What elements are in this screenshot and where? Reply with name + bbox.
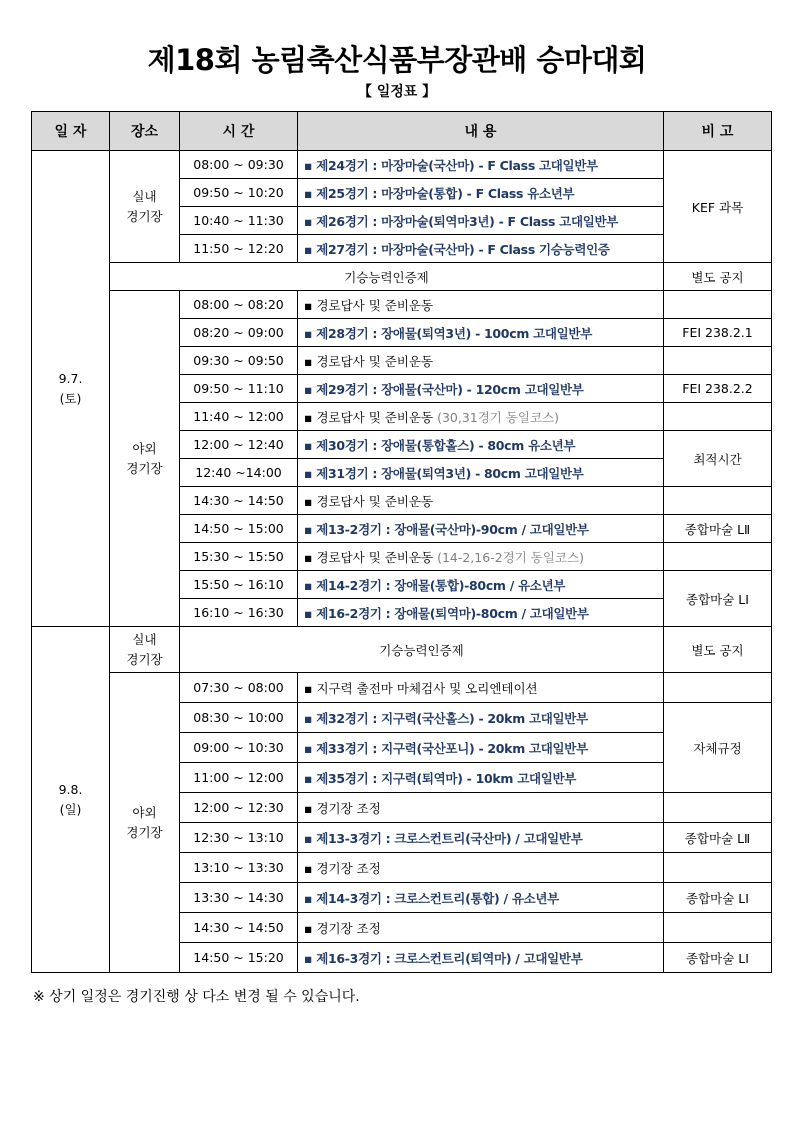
venue-label: 실내 경기장 xyxy=(126,631,163,667)
table-row xyxy=(32,627,772,673)
venue-cell xyxy=(110,627,180,673)
content-cell: ▪ 경기장 조정 xyxy=(298,913,664,943)
content-cell: ▪ 경로답사 및 준비운동 xyxy=(298,291,664,319)
time-cell: 12:00 ~ 12:40 xyxy=(180,431,298,459)
note-cell: 별도 공지 xyxy=(664,263,772,291)
content-cell: ▪ 경기장 조정 xyxy=(298,793,664,823)
table-row xyxy=(32,673,772,703)
content-cell: ▪ 제26경기 : 마장마술(퇴역마3년) - F Class 고대일반부 xyxy=(298,207,664,235)
day-label: 9.7. (토) xyxy=(58,370,83,406)
day-cell xyxy=(32,627,110,973)
content-cell: ▪ 제13-3경기 : 크로스컨트리(국산마) / 고대일반부 xyxy=(298,823,664,853)
content-cell: ▪ 경기장 조정 xyxy=(298,853,664,883)
content-cell: 기승능력인증제 xyxy=(110,263,664,291)
time-cell: 10:40 ~ 11:30 xyxy=(180,207,298,235)
content-cell: ▪ 제30경기 : 장애물(통합홀스) - 80cm 유소년부 xyxy=(298,431,664,459)
note-cell xyxy=(664,673,772,703)
header-date: 일 자 xyxy=(32,112,110,151)
content-cell: ▪ 지구력 출전마 마체검사 및 오리엔테이션 xyxy=(298,673,664,703)
note-cell xyxy=(664,913,772,943)
content-cell: ▪ 제31경기 : 장애물(퇴역3년) - 80cm 고대일반부 xyxy=(298,459,664,487)
day-cell xyxy=(32,151,110,627)
content-cell: ▪ 제29경기 : 장애물(국산마) - 120cm 고대일반부 xyxy=(298,375,664,403)
content-cell: ▪ 제16-3경기 : 크로스컨트리(퇴역마) / 고대일반부 xyxy=(298,943,664,973)
time-cell: 14:50 ~ 15:00 xyxy=(180,515,298,543)
time-cell: 13:10 ~ 13:30 xyxy=(180,853,298,883)
venue-cell xyxy=(110,151,180,263)
note-cell: KEF 과목 xyxy=(664,151,772,263)
time-cell: 08:00 ~ 09:30 xyxy=(180,151,298,179)
time-cell: 08:20 ~ 09:00 xyxy=(180,319,298,347)
note-cell: 종합마술 LⅠ xyxy=(664,883,772,913)
time-cell: 09:50 ~ 10:20 xyxy=(180,179,298,207)
time-cell: 08:00 ~ 08:20 xyxy=(180,291,298,319)
content-cell: 기승능력인증제 xyxy=(180,627,664,673)
time-cell: 14:50 ~ 15:20 xyxy=(180,943,298,973)
time-cell: 14:30 ~ 14:50 xyxy=(180,913,298,943)
table-row xyxy=(32,291,772,319)
day-label: 9.8. (일) xyxy=(58,781,83,817)
note-cell xyxy=(664,403,772,431)
content-cell: ▪ 제24경기 : 마장마술(국산마) - F Class 고대일반부 xyxy=(298,151,664,179)
content-text: ▪ 경로답사 및 준비운동 xyxy=(304,409,434,425)
note-cell: 자체규정 xyxy=(664,703,772,793)
note-cell: 별도 공지 xyxy=(664,627,772,673)
content-extra: (30,31경기 동일코스) xyxy=(437,409,560,425)
time-cell: 11:00 ~ 12:00 xyxy=(180,763,298,793)
content-cell: ▪ 제25경기 : 마장마술(통합) - F Class 유소년부 xyxy=(298,179,664,207)
note-cell: 종합마술 LⅡ xyxy=(664,823,772,853)
time-cell: 09:30 ~ 09:50 xyxy=(180,347,298,375)
content-cell: ▪ 제14-3경기 : 크로스컨트리(통합) / 유소년부 xyxy=(298,883,664,913)
header-note: 비 고 xyxy=(664,112,772,151)
time-cell: 09:00 ~ 10:30 xyxy=(180,733,298,763)
page-subtitle: 【 일정표 】 xyxy=(357,84,437,100)
time-cell: 09:50 ~ 11:10 xyxy=(180,375,298,403)
time-cell: 11:40 ~ 12:00 xyxy=(180,403,298,431)
note-cell: FEI 238.2.2 xyxy=(664,375,772,403)
note-cell: 종합마술 LⅠ xyxy=(664,571,772,627)
content-cell: ▪ 제13-2경기 : 장애물(국산마)-90cm / 고대일반부 xyxy=(298,515,664,543)
content-cell xyxy=(298,403,664,431)
time-cell: 16:10 ~ 16:30 xyxy=(180,599,298,627)
time-cell: 15:30 ~ 15:50 xyxy=(180,543,298,571)
header-venue: 장소 xyxy=(110,112,180,151)
time-cell: 12:30 ~ 13:10 xyxy=(180,823,298,853)
footnote: ※ 상기 일정은 경기진행 상 다소 변경 될 수 있습니다. xyxy=(33,989,360,1005)
content-cell: ▪ 제16-2경기 : 장애물(퇴역마)-80cm / 고대일반부 xyxy=(298,599,664,627)
content-cell: ▪ 경로답사 및 준비운동 xyxy=(298,487,664,515)
header-time: 시 간 xyxy=(180,112,298,151)
note-cell xyxy=(664,347,772,375)
content-cell: ▪ 제35경기 : 지구력(퇴역마) - 10km 고대일반부 xyxy=(298,763,664,793)
header-row xyxy=(32,112,772,151)
note-cell xyxy=(664,543,772,571)
table-row xyxy=(32,151,772,179)
time-cell: 12:40 ~14:00 xyxy=(180,459,298,487)
venue-cell xyxy=(110,291,180,627)
header-content: 내 용 xyxy=(298,112,664,151)
content-cell xyxy=(298,543,664,571)
content-cell: ▪ 제33경기 : 지구력(국산포니) - 20km 고대일반부 xyxy=(298,733,664,763)
time-cell: 15:50 ~ 16:10 xyxy=(180,571,298,599)
content-cell: ▪ 제14-2경기 : 장애물(통합)-80cm / 유소년부 xyxy=(298,571,664,599)
time-cell: 11:50 ~ 12:20 xyxy=(180,235,298,263)
note-cell: 최적시간 xyxy=(664,431,772,487)
time-cell: 12:00 ~ 12:30 xyxy=(180,793,298,823)
content-extra: (14-2,16-2경기 동일코스) xyxy=(437,549,584,565)
schedule-table xyxy=(31,111,772,973)
note-cell xyxy=(664,487,772,515)
time-cell: 13:30 ~ 14:30 xyxy=(180,883,298,913)
table-row xyxy=(32,263,772,291)
content-cell: ▪ 제32경기 : 지구력(국산홀스) - 20km 고대일반부 xyxy=(298,703,664,733)
venue-label: 실내 경기장 xyxy=(126,188,163,224)
note-cell xyxy=(664,793,772,823)
note-cell: 종합마술 LⅡ xyxy=(664,515,772,543)
note-cell: FEI 238.2.1 xyxy=(664,319,772,347)
content-cell: ▪ 제27경기 : 마장마술(국산마) - F Class 기승능력인증 xyxy=(298,235,664,263)
venue-cell xyxy=(110,673,180,973)
note-cell xyxy=(664,853,772,883)
time-cell: 07:30 ~ 08:00 xyxy=(180,673,298,703)
venue-label: 야외 경기장 xyxy=(126,440,163,476)
content-cell: ▪ 제28경기 : 장애물(퇴역3년) - 100cm 고대일반부 xyxy=(298,319,664,347)
time-cell: 14:30 ~ 14:50 xyxy=(180,487,298,515)
time-cell: 08:30 ~ 10:00 xyxy=(180,703,298,733)
content-cell: ▪ 경로답사 및 준비운동 xyxy=(298,347,664,375)
page-title: 제18회 농림축산식품부장관배 승마대회 xyxy=(147,43,647,77)
venue-label: 야외 경기장 xyxy=(126,804,163,840)
note-cell xyxy=(664,291,772,319)
content-text: ▪ 경로답사 및 준비운동 xyxy=(304,549,434,565)
note-cell: 종합마술 LⅠ xyxy=(664,943,772,973)
